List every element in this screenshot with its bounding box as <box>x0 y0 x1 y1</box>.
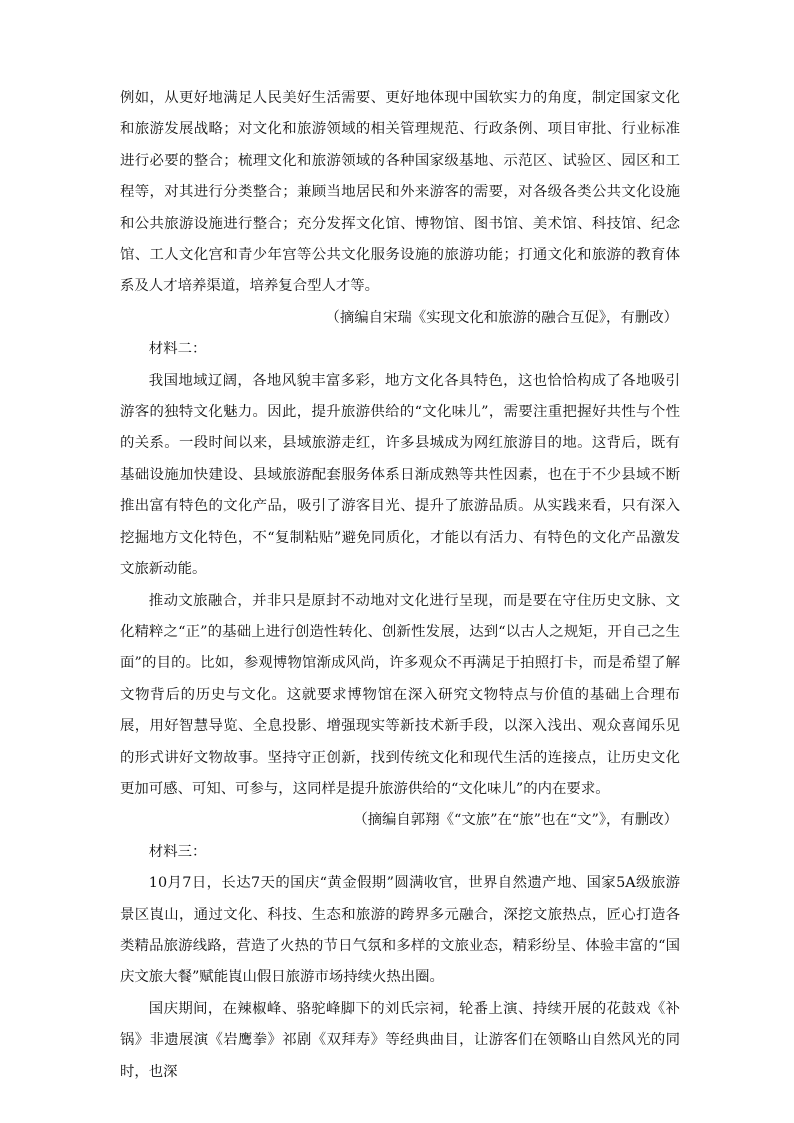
material-2-heading: 材料二： <box>148 341 207 358</box>
source-citation-2: （摘编自郭翔《“文旅”在“旅”也在“文”》，有删改） <box>353 812 678 829</box>
paragraph-material-2-a: 我国地域辽阔，各地风貌丰富多彩，地方文化各具特色，这也恰恰构成了各地吸引游客的独特文化魅力。因此，提升旅游供给的“文化味儿”，需要注重把握好共性与个性的关系。一段时间以来，县域旅游走红，许多县城成为网红旅游目的地。这背后，既有基础设施加快建设、县域旅游配套服务体系日渐成熟等共性因素，也在于不少县域不断推出富有特色的文化产品，吸引了游客目光、提升了旅游品质。从实践来看，只有深入挖掘地方文化特色，不“复制粘贴”避免同质化，才能以有活力、有特色的文化产品激发文旅新动能。 <box>120 372 680 578</box>
paragraph-material-1-ending: 例如，从更好地满足人民美好生活需要、更好地体现中国软实力的角度，制定国家文化和旅游发展战略；对文化和旅游领域的相关管理规范、行政条例、项目审批、行业标准进行必要的整合；梳理文化和旅游领域的各种国家级基地、示范区、试验区、园区和工程等，对其进行分类整合；兼顾当地居民和外来游客的需要，对各级各类公共文化设施和公共旅游设施进行整合；充分发挥文化馆、博物馆、图书馆、美术馆、科技馆、纪念馆、工人文化宫和青少年宫等公共文化服务设施的旅游功能；打通文化和旅游的教育体系及人才培养渠道，培养复合型人才等。 <box>120 90 680 295</box>
paragraph-material-3-b: 国庆期间，在辣椒峰、骆驼峰脚下的刘氏宗祠，轮番上演、持续开展的花鼓戏《补锅》非遗展演《岩鹰拳》祁剧《双拜寿》等经典曲目，让游客们在领略山自然风光的同时，也深 <box>120 1000 680 1080</box>
material-3-heading: 材料三： <box>148 843 207 860</box>
source-citation-1: （摘编自宋瑞《实现文化和旅游的融合互促》，有删改） <box>325 309 678 326</box>
document-page <box>120 83 680 1088</box>
paragraph-material-3-a: 10月7日，长达7天的国庆“黄金假期”圆满收官，世界自然遗产地、国家5A级旅游景区崀山，通过文化、科技、生态和旅游的跨界多元融合，深挖文旅热点，匠心打造各类精品旅游线路，营造了火热的节日气氛和多样的文旅业态，精彩纷呈、体验丰富的“国庆文旅大餐”赋能崀山假日旅游市场持续火热出圈。 <box>120 875 680 986</box>
paragraph-material-2-b: 推动文旅融合，并非只是原封不动地对文化进行呈现，而是要在守住历史文脉、文化精粹之“正”的基础上进行创造性转化、创新性发展，达到“以古人之规矩，开自己之生面”的目的。比如，参观博物馆渐成风尚，许多观众不再满足于拍照打卡，而是希望了解文物背后的历史与文化。这就要求博物馆在深入研究文物特点与价值的基础上合理布展，用好智慧导览、全息投影、增强现实等新技术新手段，以深入浅出、观众喜闻乐见的形式讲好文物故事。坚持守正创新，找到传统文化和现代生活的连接点，让历史文化更加可感、可知、可参与，这同样是提升旅游供给的“文化味儿”的内在要求。 <box>120 592 680 797</box>
